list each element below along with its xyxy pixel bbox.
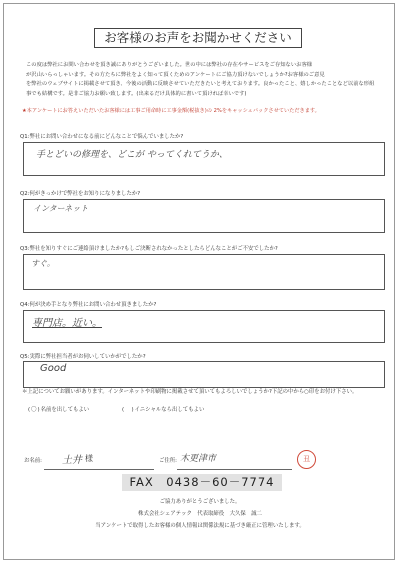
question-5-answer-box[interactable] [23, 361, 385, 388]
name-address-row [22, 448, 386, 470]
question-3-label: Q3:弊社を知りすぐにご連絡頂けましたか?もしご決断されなかったとしたらどんなことがご不安でしたか? [20, 246, 278, 252]
question-5-label: Q5:実際に弊社担当者がお伺いしていかがでしたか? [20, 354, 146, 360]
option-full-name-label: 名前を出してもよい [40, 407, 90, 413]
intro-line: が沢山いらっしゃいます。その方たちに弊社をよく知って頂くためのアンケートにご協力頂けないでしょうか?お客様のご意見 [26, 71, 325, 78]
intro-line: この度は弊社にお問い合わせを頂き誠にありがとうございました。世の中には弊社の存在やサービスをご存知ないお客様 [26, 62, 313, 68]
question-2-answer: インターネット [33, 204, 89, 213]
intro-line: 事でも結構です。是非ご協力お願い致します。(出来るだけ具体的に書いて頂ければ幸いです) [26, 90, 247, 97]
option-initials-mark: ( ) [122, 407, 135, 413]
question-3-answer: すぐ。 [31, 259, 55, 268]
option-full-name-mark: (〇) [28, 407, 41, 413]
question-1-answer-box[interactable] [23, 142, 385, 176]
address-value: 木更津市 [180, 454, 217, 464]
footer-privacy: 当アンケートで取得したお客様の個人情報は関係法規に基づき厳正に管理いたします。 [95, 523, 305, 529]
intro-text [26, 61, 381, 99]
address-underline [177, 469, 292, 470]
question-3-answer-box[interactable] [23, 254, 385, 290]
footer-thanks: ご協力ありがとうございました。 [159, 499, 241, 505]
question-1-label: Q1:弊社にお問い合わせになる前にどんなことで悩んでいましたか? [20, 134, 184, 140]
question-2-label: Q2:何がきっかけで弊社をお知りになりましたか? [20, 191, 141, 197]
question-4-answer-box[interactable] [23, 310, 385, 343]
option-initials[interactable] [122, 405, 204, 413]
question-4-answer: 専門店。近い。 [32, 318, 102, 329]
option-full-name[interactable] [28, 405, 89, 413]
intro-line: を弊社のウェブサイトに掲載させて頂き、今後の活動に反映させていただきたいと考えております。良かったこと、嬉しかったことなど以前な形組 [26, 81, 375, 87]
consent-request: ＊上記についてお願いがあります。インターネットや印刷物に掲載させて頂いてもよろしいでしょうか?下記の中から○印をお付け下さい。 [22, 389, 358, 395]
question-4-label: Q4:何が決め手となり弊社にお問い合わせ頂きましたか? [20, 302, 157, 308]
option-initials-label: イニシャルなら出してもよい [134, 407, 205, 413]
cashback-notice: ★本アンケートにお答えいただいたお客様には工事ご用命時に工事金額(税抜き)の 2%をキャッシュバックさせていただきます。 [22, 108, 320, 114]
question-5-answer: Good [40, 363, 67, 374]
footer-company: 株式会社シェアテック 代表取締役 大久保 誠二 [138, 511, 262, 517]
question-2-answer-box[interactable] [23, 199, 385, 233]
name-value: 土井 [62, 455, 82, 466]
fax-number: FAX 0438－60－7774 [122, 474, 282, 491]
question-1-answer: 手とどいの修理を、どこが やってくれてうか、 [36, 150, 228, 160]
hanko-stamp: 丑 [297, 450, 316, 469]
name-underline [44, 469, 154, 470]
address-label: ご住所: [159, 458, 177, 464]
page-title: お客様のお声をお聞かせください [94, 28, 302, 48]
honorific-sama: 様 [85, 454, 93, 463]
survey-sheet [3, 3, 395, 560]
name-label: お名前: [24, 458, 42, 464]
